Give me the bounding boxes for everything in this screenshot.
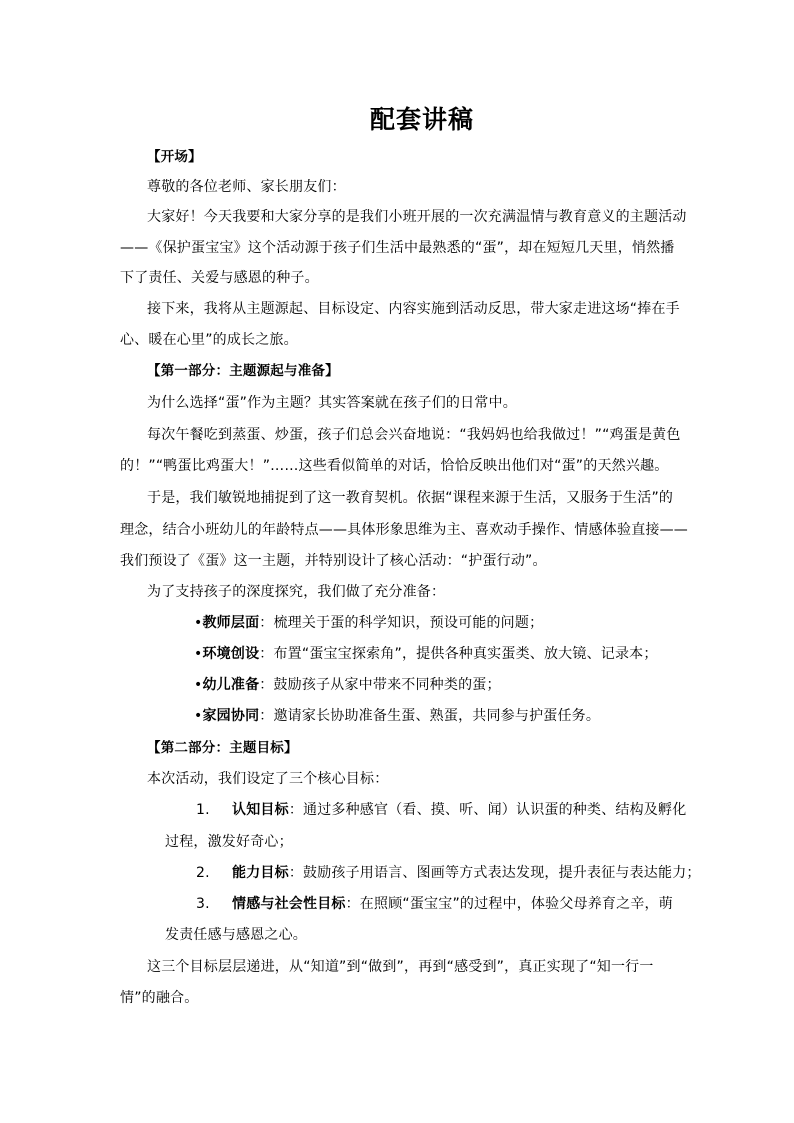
bullet-icon: • (194, 677, 203, 693)
bullet-item: •教师层面：梳理关于蛋的科学知识，预设可能的问题； (194, 615, 544, 631)
goal-continuation: 发责任感与感恩之心。 (165, 927, 307, 943)
paragraph-line: 接下来，我将从主题源起、目标设定、内容实施到活动反思，带大家走进这场“捧在手 (147, 301, 680, 317)
paragraph-line: ——《保护蛋宝宝》这个活动源于孩子们生活中最熟悉的“蛋”，却在短短几天里，悄然播 (120, 240, 675, 256)
paragraph-line: 我们预设了《蛋》这一主题，并特别设计了核心活动：“护蛋行动”。 (120, 553, 547, 569)
bullet-item: •环境创设：布置“蛋宝宝探索角”，提供各种真实蛋类、放大镜、记录本； (194, 646, 658, 662)
paragraph-line: 的！”“鸭蛋比鸡蛋大！”……这些看似简单的对话，恰恰反映出他们对“蛋”的天然兴趣。 (120, 458, 669, 474)
bullet-item: •幼儿准备：鼓励孩子从家中带来不同种类的蛋； (194, 677, 501, 693)
bullet-item: •家园协同：邀请家长协助准备生蛋、熟蛋，共同参与护蛋任务。 (194, 708, 601, 724)
paragraph-line: 每次午餐吃到蒸蛋、炒蛋，孩子们总会兴奋地说：“我妈妈也给我做过！”“鸡蛋是黄色 (147, 427, 681, 443)
salutation: 尊敬的各位老师、家长朋友们： (147, 179, 346, 195)
paragraph-line: 为了支持孩子的深度探究，我们做了充分准备： (147, 584, 446, 600)
paragraph-line: 于是，我们敏锐地捕捉到了这一教育契机。依据“课程来源于生活，又服务于生活”的 (147, 490, 674, 506)
paragraph-line: 为什么选择“蛋”作为主题？其实答案就在孩子们的日常中。 (147, 395, 517, 411)
section-heading-part1: 【第一部分：主题源起与准备】 (147, 363, 339, 379)
goal-item: 2. 能力目标：鼓励孩子用语言、图画等方式表达发现，提升表征与表达能力； (196, 865, 701, 881)
paragraph-line: 本次活动，我们设定了三个核心目标： (147, 771, 389, 787)
bullet-icon: • (194, 708, 203, 724)
bullet-icon: • (194, 615, 203, 631)
paragraph-line: 情”的融合。 (120, 990, 199, 1006)
section-heading-opening: 【开场】 (147, 149, 202, 165)
paragraph-line: 心、暖在心里”的成长之旅。 (120, 332, 298, 348)
paragraph-line: 这三个目标层层递进，从“知道”到“做到”，再到“感受到”，真正实现了“知一行一 (147, 959, 654, 975)
paragraph-line: 大家好！今天我要和大家分享的是我们小班开展的一次充满温情与教育意义的主题活动 (147, 209, 687, 225)
goal-continuation: 过程，激发好奇心； (165, 834, 293, 850)
document-title: 配套讲稿 (369, 105, 474, 134)
paragraph-line: 下了责任、关爱与感恩的种子。 (120, 270, 319, 286)
bullet-icon: • (194, 646, 203, 662)
section-heading-part2: 【第二部分：主题目标】 (147, 740, 298, 756)
paragraph-line: 理念，结合小班幼儿的年龄特点——具体形象思维为主、喜欢动手操作、情感体验直接—— (120, 522, 688, 538)
goal-item: 3. 情感与社会性目标：在照顾“蛋宝宝”的过程中，体验父母养育之辛，萌 (196, 896, 673, 912)
goal-item: 1. 认知目标：通过多种感官（看、摸、听、闻）认识蛋的种类、结构及孵化 (196, 802, 687, 818)
